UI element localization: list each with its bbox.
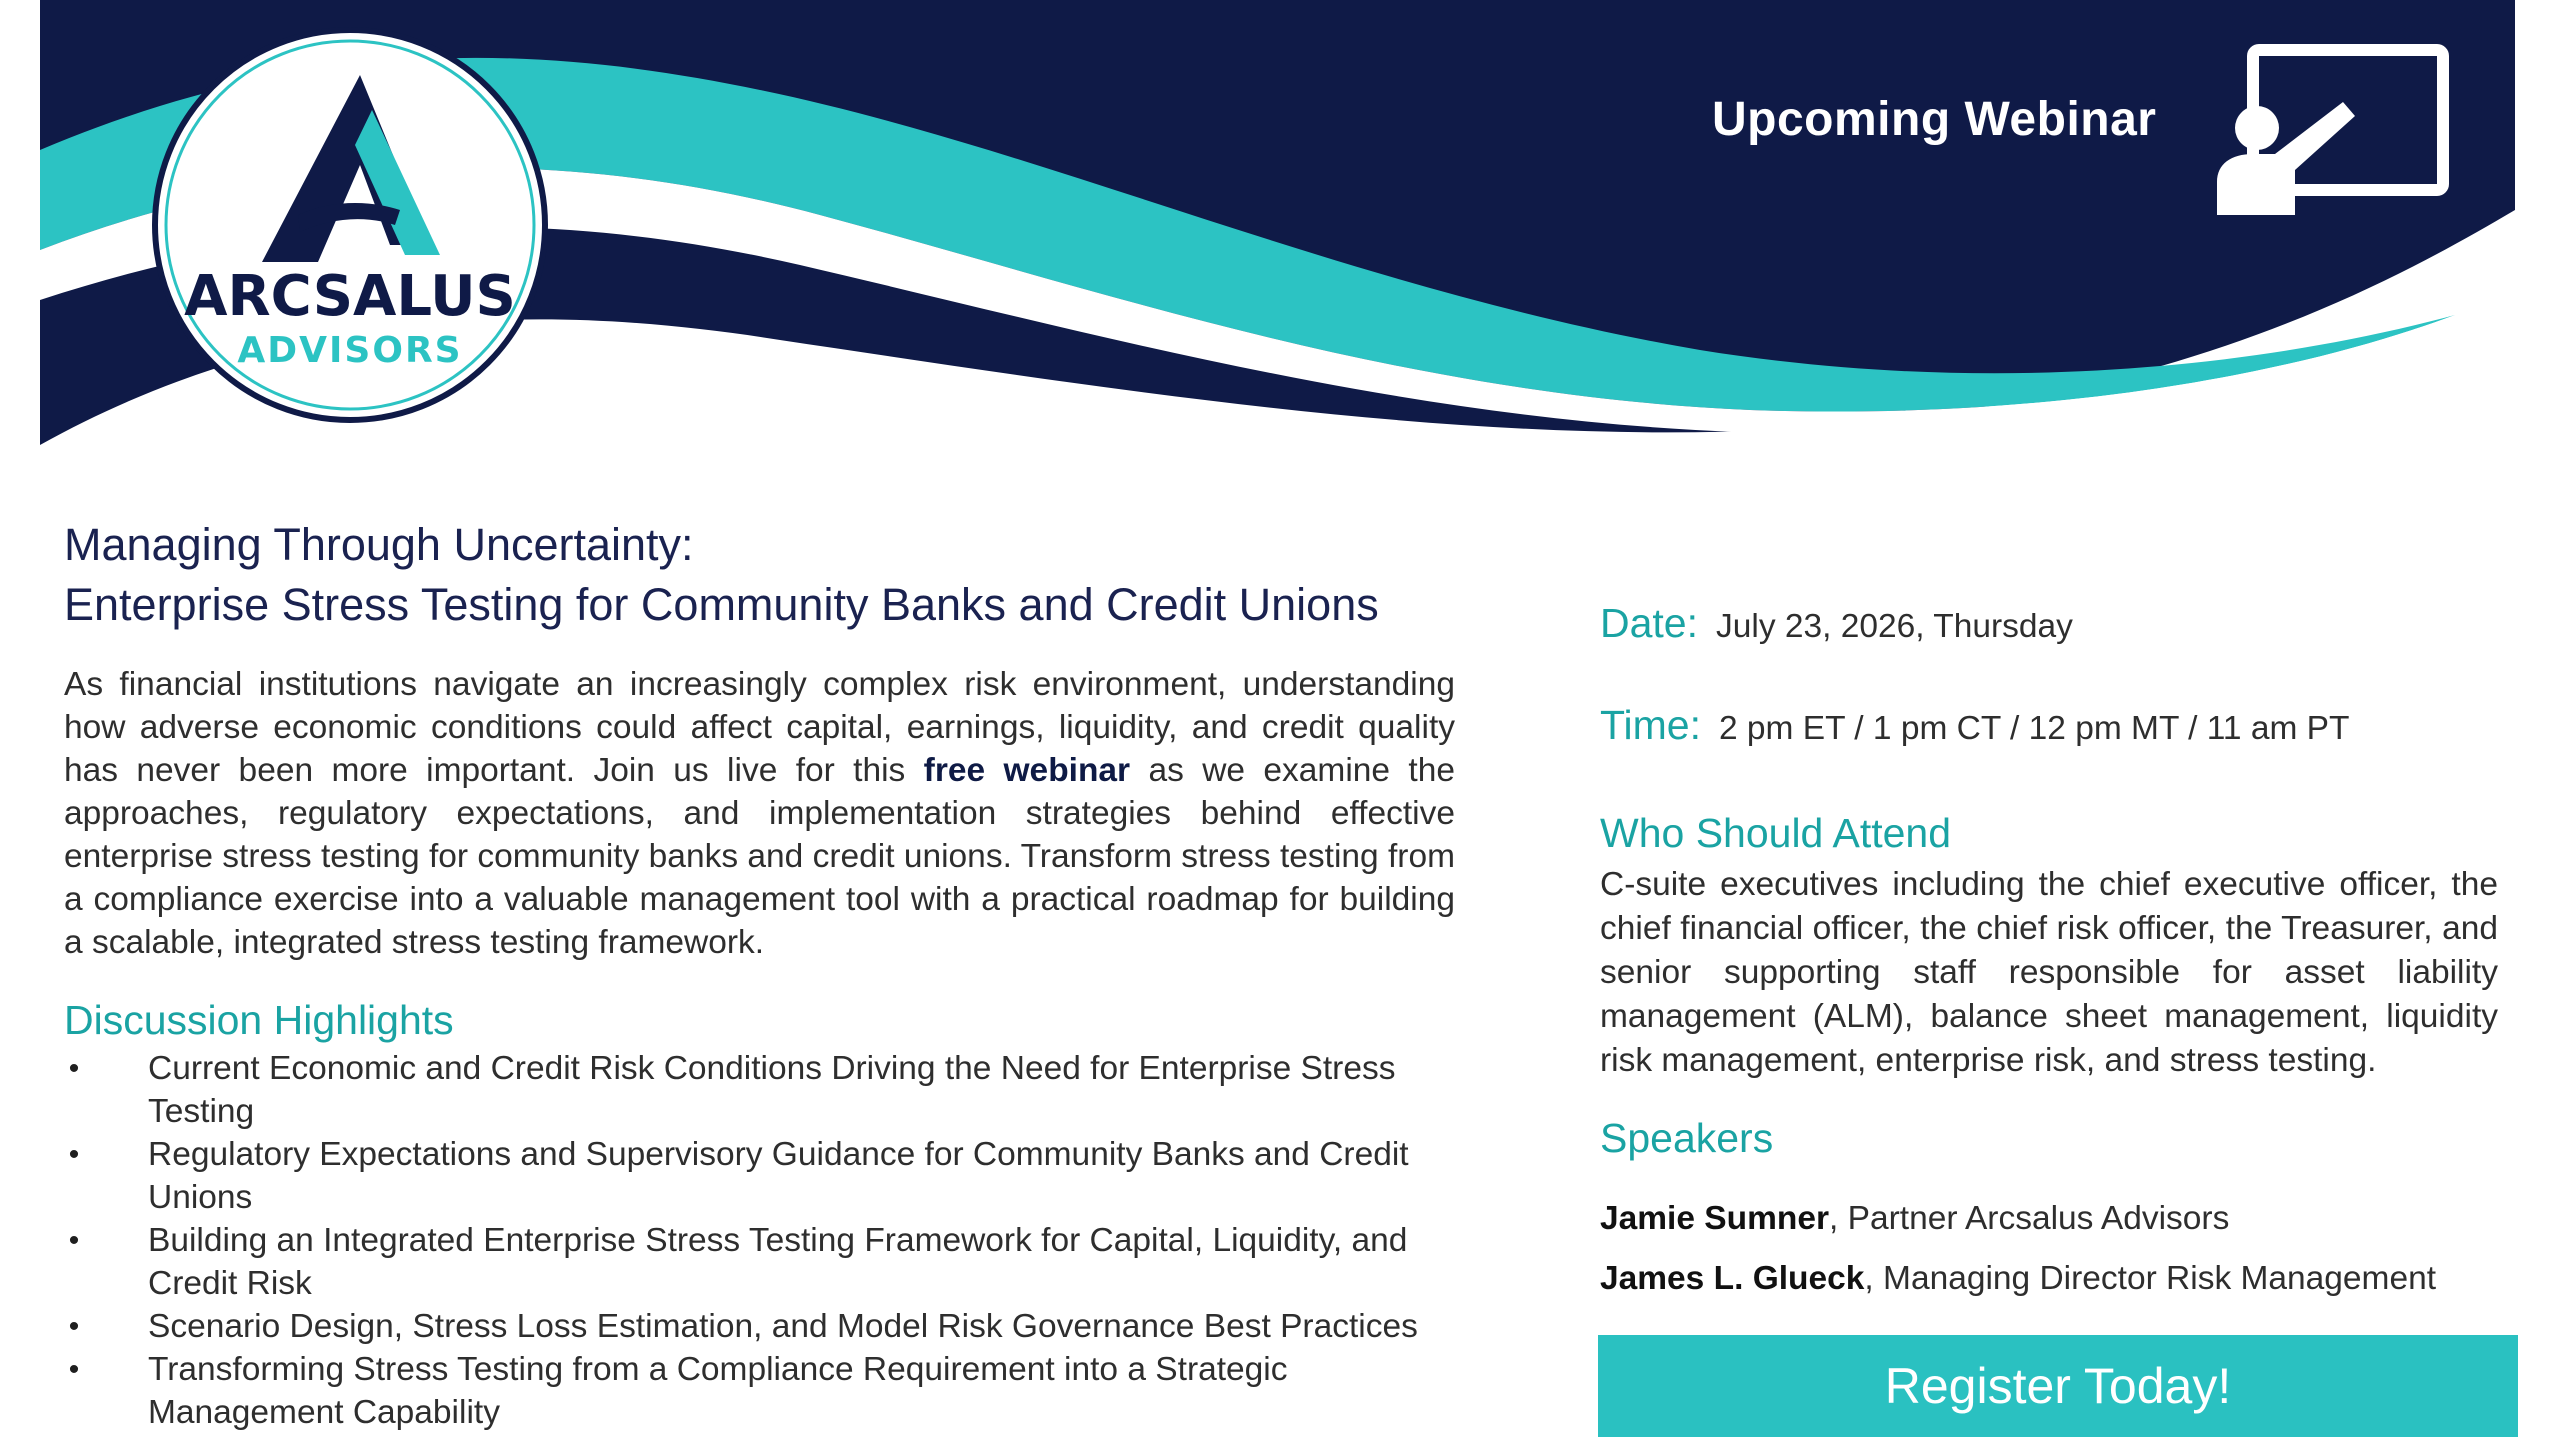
date-row [1600, 600, 2073, 647]
speaker-name: Jamie Sumner [1600, 1200, 1830, 1237]
bullet-icon: • [68, 1310, 80, 1343]
event-description [64, 663, 1455, 964]
highlight-text: Scenario Design, Stress Loss Estimation, and Model Risk Governance Best Practices [148, 1308, 1418, 1345]
list-item [64, 1133, 1484, 1219]
event-title-line1: Managing Through Uncertainty: [64, 519, 694, 570]
free-webinar-emphasis: free webinar [923, 752, 1131, 789]
presenter-icon [2195, 40, 2455, 225]
date-value: July 23, 2026, Thursday [1716, 608, 2073, 645]
speaker-role: , Managing Director Risk Management [1864, 1260, 2437, 1297]
description-text-1: As financial institutions navigate an increasingly complex risk environment, understanding how adverse economic conditions could affect capital, earnings, liquidity, and credit quality has never been more important. Join us live for this [64, 666, 1455, 789]
highlight-text: Current Economic and Credit Risk Conditions Driving the Need for Enterprise Stress Testing [148, 1050, 1396, 1130]
time-row [1600, 702, 2349, 749]
register-button[interactable]: Register Today! [1598, 1335, 2518, 1437]
speakers-heading: Speakers [1600, 1115, 1774, 1161]
list-item [64, 1219, 1484, 1305]
highlight-text: Building an Integrated Enterprise Stress Testing Framework for Capital, Liquidity, and Credit Risk [148, 1222, 1408, 1302]
logo [155, 30, 545, 420]
header-banner [0, 0, 2560, 460]
highlight-text: Transforming Stress Testing from a Compliance Requirement into a Strategic Management Capability [148, 1351, 1288, 1431]
speaker-role: , Partner Arcsalus Advisors [1829, 1200, 2230, 1237]
list-item [64, 1305, 1484, 1348]
event-title [64, 515, 1504, 635]
bullet-icon: • [68, 1224, 80, 1257]
audience-heading: Who Should Attend [1600, 810, 1952, 856]
time-label: Time: [1600, 702, 1701, 748]
highlight-text: Regulatory Expectations and Supervisory Guidance for Community Banks and Credit Unions [148, 1136, 1409, 1216]
speaker-item [1600, 1200, 2229, 1238]
highlights-heading: Discussion Highlights [64, 997, 454, 1043]
bullet-icon: • [68, 1353, 80, 1386]
banner-title: Upcoming Webinar [1712, 93, 2157, 146]
time-value: 2 pm ET / 1 pm CT / 12 pm MT / 11 am PT [1718, 710, 2350, 747]
bullet-icon: • [68, 1138, 80, 1171]
speaker-name: James L. Glueck [1600, 1260, 1865, 1297]
bullet-icon: • [68, 1052, 80, 1085]
highlights-list [64, 1047, 1484, 1434]
date-label: Date: [1600, 600, 1698, 646]
logo-name: ARCSALUS [184, 264, 516, 329]
logo-subname: ADVISORS [237, 330, 463, 371]
speaker-item [1600, 1260, 2436, 1298]
event-title-line2: Enterprise Stress Testing for Community Banks and Credit Unions [64, 579, 1379, 630]
list-item [64, 1348, 1484, 1434]
list-item [64, 1047, 1484, 1133]
audience-text: C-suite executives including the chief executive officer, the chief financial officer, the chief risk officer, the Treasurer, and senior supporting staff responsible for asset liability management (ALM), balance sheet management, liquidity risk management, enterprise risk, and stress testing. [1600, 866, 2498, 1079]
description-text-2: as we examine the approaches, regulatory expectations, and implementation strategies behind effective enterprise stress testing for community banks and credit unions. Transform stress testing from a compliance exercise into a valuable management tool with a practical roadmap for building a scalable, integrated stress testing framework. [64, 752, 1455, 961]
